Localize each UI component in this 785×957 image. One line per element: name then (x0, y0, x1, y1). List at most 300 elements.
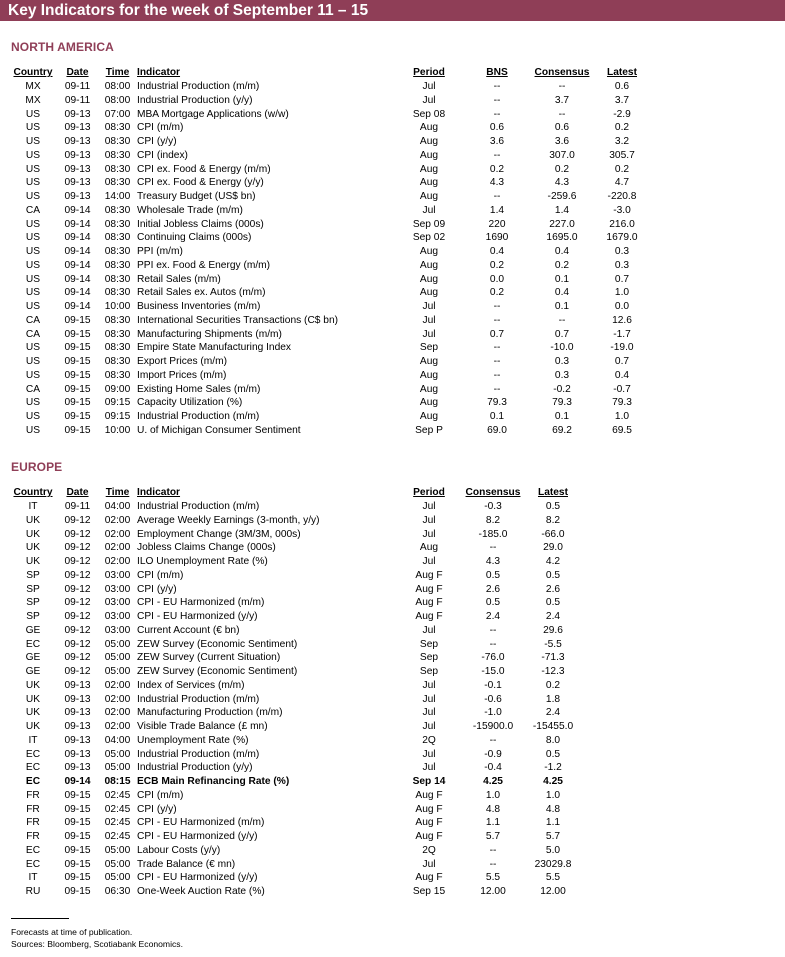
cell-consensus: -- (558, 108, 566, 120)
cell-date: 09-13 (64, 163, 91, 175)
cell-latest: 1.0 (545, 789, 561, 801)
cell-indicator: Industrial Production (m/m) (137, 411, 260, 422)
cell-indicator: ZEW Survey (Current Situation) (137, 652, 281, 664)
europe-table (9, 486, 584, 899)
cell-period: Jul (422, 94, 436, 106)
cell-time: 02:00 (104, 556, 131, 567)
column-header-country: Country (13, 67, 53, 78)
cell-latest: 4.25 (543, 776, 563, 787)
cell-indicator: Industrial Production (m/m) (137, 81, 260, 92)
cell-consensus: 0.1 (554, 273, 570, 285)
cell-date: 09-12 (64, 528, 91, 540)
cell-indicator: PPI (m/m) (137, 246, 183, 257)
table-row (9, 789, 584, 803)
table-row (9, 396, 650, 410)
cell-date: 09-15 (64, 831, 91, 842)
cell-consensus: 4.3 (554, 177, 570, 189)
cell-indicator: CPI - EU Harmonized (y/y) (137, 611, 258, 622)
north-america-table (9, 66, 650, 438)
cell-period: Sep P (415, 424, 443, 436)
cell-period: Sep 08 (412, 108, 446, 120)
cell-time: 05:00 (104, 748, 131, 760)
table-row (9, 624, 584, 638)
cell-date: 09-13 (64, 748, 91, 760)
cell-country: US (25, 232, 41, 244)
cell-country: MX (25, 94, 41, 106)
cell-latest: 0.0 (614, 301, 630, 312)
cell-indicator: Manufacturing Production (m/m) (137, 707, 283, 719)
cell-latest: 0.7 (614, 356, 630, 367)
cell-bns: -- (493, 108, 501, 120)
cell-latest: 0.5 (545, 501, 561, 512)
cell-date: 09-12 (64, 624, 91, 636)
table-row (9, 355, 650, 369)
table-row (9, 383, 650, 397)
cell-period: Jul (422, 707, 436, 719)
cell-consensus: -- (489, 858, 497, 870)
cell-indicator: Empire State Manufacturing Index (137, 342, 292, 354)
cell-period: Jul (422, 204, 436, 216)
cell-latest: 12.6 (612, 314, 632, 326)
cell-period: Aug F (415, 597, 443, 609)
table-header-row (9, 486, 584, 500)
cell-indicator: Average Weekly Earnings (3-month, y/y) (137, 514, 320, 526)
cell-period: Sep (419, 666, 439, 677)
cell-latest: 0.4 (614, 369, 630, 381)
cell-indicator: CPI - EU Harmonized (m/m) (137, 597, 265, 609)
cell-consensus: 0.1 (554, 301, 570, 312)
cell-time: 14:00 (104, 191, 131, 202)
cell-country: US (25, 108, 41, 120)
cell-country: US (25, 218, 41, 230)
cell-time: 03:00 (104, 569, 131, 581)
cell-latest: 0.2 (545, 679, 561, 691)
cell-consensus: 2.6 (485, 583, 501, 595)
table-row (9, 204, 650, 218)
cell-country: IT (28, 501, 38, 512)
table-row (9, 328, 650, 342)
cell-time: 08:30 (104, 149, 131, 161)
cell-period: Aug F (415, 569, 443, 581)
column-header-country: Country (13, 487, 53, 498)
cell-consensus: -10.0 (550, 342, 574, 354)
cell-period: Aug F (415, 872, 443, 884)
cell-date: 09-15 (64, 817, 91, 829)
column-header-time: Time (105, 67, 130, 78)
cell-latest: 4.7 (614, 177, 630, 189)
cell-indicator: Jobless Claims Change (000s) (137, 542, 276, 554)
cell-period: Sep 02 (412, 232, 446, 244)
cell-country: US (25, 342, 41, 354)
cell-latest: 4.2 (545, 556, 561, 567)
cell-latest: 1.8 (545, 693, 561, 705)
table-row (9, 748, 584, 762)
cell-latest: -1.2 (544, 762, 562, 774)
cell-time: 02:00 (104, 528, 131, 540)
cell-latest: -220.8 (607, 191, 637, 202)
cell-country: US (25, 356, 41, 367)
cell-period: Jul (422, 679, 436, 691)
cell-bns: -- (493, 149, 501, 161)
cell-bns: -- (493, 342, 501, 354)
cell-period: Sep 14 (412, 776, 446, 787)
table-row (9, 638, 584, 652)
table-row (9, 176, 650, 190)
cell-latest: 1.0 (614, 411, 630, 422)
cell-consensus: -0.6 (484, 693, 502, 705)
cell-indicator: CPI - EU Harmonized (m/m) (137, 817, 265, 829)
cell-bns: 69.0 (487, 424, 507, 436)
cell-time: 10:00 (104, 424, 131, 436)
cell-latest: 5.7 (545, 831, 561, 842)
cell-period: 2Q (422, 844, 436, 856)
table-row (9, 121, 650, 135)
cell-latest: 2.4 (545, 611, 561, 622)
cell-consensus: 0.6 (554, 122, 570, 134)
cell-time: 05:00 (104, 652, 131, 664)
cell-time: 02:45 (104, 803, 131, 815)
cell-latest: 3.2 (614, 136, 630, 147)
cell-indicator: Retail Sales (m/m) (137, 273, 221, 285)
cell-time: 02:00 (104, 542, 131, 554)
cell-period: Jul (422, 81, 436, 92)
cell-latest: 216.0 (609, 218, 635, 230)
cell-latest: 69.5 (612, 424, 632, 436)
cell-period: Aug (419, 191, 439, 202)
cell-period: Aug (419, 287, 439, 299)
table-row (9, 80, 650, 94)
cell-consensus: 12.00 (480, 886, 506, 897)
table-row (9, 610, 584, 624)
cell-date: 09-15 (64, 411, 91, 422)
cell-latest: -71.3 (541, 652, 565, 664)
cell-date: 09-14 (64, 776, 91, 787)
cell-bns: 1690 (485, 232, 509, 244)
cell-date: 09-15 (64, 314, 91, 326)
cell-date: 09-14 (64, 246, 91, 257)
cell-consensus: 4.25 (483, 776, 503, 787)
cell-bns: 0.1 (489, 411, 505, 422)
cell-country: CA (25, 328, 41, 340)
cell-date: 09-12 (64, 638, 91, 650)
cell-date: 09-13 (64, 191, 91, 202)
table-row (9, 734, 584, 748)
cell-consensus: 3.6 (554, 136, 570, 147)
cell-latest: 23029.8 (534, 858, 572, 870)
cell-period: Jul (422, 314, 436, 326)
cell-country: EC (25, 858, 41, 870)
cell-bns: -- (493, 94, 501, 106)
cell-time: 08:30 (104, 287, 131, 299)
cell-time: 03:00 (104, 624, 131, 636)
column-header-date: Date (66, 487, 89, 498)
cell-bns: 0.4 (489, 246, 505, 257)
cell-consensus: -0.1 (484, 679, 502, 691)
cell-consensus: -- (558, 81, 566, 92)
table-row (9, 259, 650, 273)
cell-period: Jul (422, 858, 436, 870)
table-header-row (9, 66, 650, 80)
cell-period: Jul (422, 328, 436, 340)
cell-indicator: ZEW Survey (Economic Sentiment) (137, 666, 298, 677)
cell-indicator: PPI ex. Food & Energy (m/m) (137, 259, 271, 271)
cell-period: Sep (419, 342, 439, 354)
cell-time: 02:45 (104, 831, 131, 842)
cell-latest: 0.5 (545, 597, 561, 609)
table-row (9, 231, 650, 245)
cell-time: 08:30 (104, 163, 131, 175)
cell-date: 09-12 (64, 514, 91, 526)
cell-time: 08:30 (104, 273, 131, 285)
cell-latest: 2.6 (545, 583, 561, 595)
cell-consensus: 5.7 (485, 831, 501, 842)
cell-date: 09-14 (64, 232, 91, 244)
cell-consensus: 0.4 (554, 287, 570, 299)
cell-indicator: Retail Sales ex. Autos (m/m) (137, 287, 266, 299)
cell-date: 09-12 (64, 652, 91, 664)
column-header-indicator: Indicator (137, 67, 181, 78)
cell-time: 08:30 (104, 369, 131, 381)
table-row (9, 149, 650, 163)
cell-indicator: Initial Jobless Claims (000s) (137, 218, 264, 230)
cell-consensus: -- (489, 734, 497, 746)
cell-latest: 12.00 (540, 886, 566, 897)
cell-date: 09-15 (64, 424, 91, 436)
cell-time: 02:00 (104, 679, 131, 691)
table-row (9, 190, 650, 204)
cell-latest: -19.0 (610, 342, 634, 354)
cell-date: 09-12 (64, 611, 91, 622)
cell-time: 02:45 (104, 817, 131, 829)
cell-date: 09-12 (64, 666, 91, 677)
cell-period: Jul (422, 748, 436, 760)
cell-period: Aug F (415, 583, 443, 595)
cell-date: 09-13 (64, 762, 91, 774)
cell-indicator: CPI (m/m) (137, 569, 184, 581)
cell-date: 09-13 (64, 679, 91, 691)
europe-heading: EUROPE (11, 460, 63, 474)
table-row (9, 528, 584, 542)
cell-period: Aug F (415, 817, 443, 829)
cell-time: 08:15 (104, 776, 131, 787)
cell-indicator: ECB Main Refinancing Rate (%) (137, 776, 290, 787)
cell-latest: 1.0 (614, 287, 630, 299)
cell-indicator: CPI - EU Harmonized (y/y) (137, 831, 258, 842)
cell-period: Jul (422, 301, 436, 312)
table-row (9, 108, 650, 122)
cell-date: 09-12 (64, 597, 91, 609)
cell-indicator: Employment Change (3M/3M, 000s) (137, 528, 301, 540)
cell-indicator: Existing Home Sales (m/m) (137, 383, 261, 395)
cell-date: 09-12 (64, 569, 91, 581)
cell-period: Jul (422, 762, 436, 774)
cell-indicator: Industrial Production (y/y) (137, 762, 253, 774)
cell-bns: -- (493, 81, 501, 92)
cell-latest: -15455.0 (532, 721, 574, 732)
cell-time: 08:30 (104, 122, 131, 134)
cell-country: FR (26, 789, 40, 801)
table-row (9, 651, 584, 665)
cell-indicator: CPI (m/m) (137, 122, 184, 134)
cell-date: 09-13 (64, 721, 91, 732)
cell-latest: -12.3 (541, 666, 565, 677)
cell-bns: -- (493, 301, 501, 312)
cell-indicator: Wholesale Trade (m/m) (137, 204, 243, 216)
cell-latest: 0.5 (545, 569, 561, 581)
cell-country: FR (26, 803, 40, 815)
cell-date: 09-15 (64, 789, 91, 801)
cell-date: 09-12 (64, 583, 91, 595)
column-header-time: Time (105, 487, 130, 498)
cell-time: 08:00 (104, 81, 131, 92)
cell-period: Jul (422, 501, 436, 512)
cell-date: 09-15 (64, 328, 91, 340)
cell-date: 09-15 (64, 858, 91, 870)
table-row (9, 218, 650, 232)
cell-country: CA (25, 204, 41, 216)
cell-latest: 0.7 (614, 273, 630, 285)
cell-date: 09-14 (64, 204, 91, 216)
column-header-indicator: Indicator (137, 487, 181, 498)
column-header-date: Date (66, 67, 89, 78)
cell-indicator: International Securities Transactions (C$ bn) (137, 314, 339, 326)
cell-consensus: 3.7 (554, 94, 570, 106)
cell-bns: 0.2 (489, 259, 505, 271)
cell-date: 09-15 (64, 356, 91, 367)
cell-latest: 0.2 (614, 163, 630, 175)
cell-indicator: U. of Michigan Consumer Sentiment (137, 424, 301, 436)
table-row (9, 369, 650, 383)
footer-divider (11, 918, 69, 919)
cell-consensus: 0.2 (554, 163, 570, 175)
cell-time: 02:00 (104, 707, 131, 719)
cell-date: 09-14 (64, 273, 91, 285)
cell-date: 09-14 (64, 218, 91, 230)
cell-latest: 4.8 (545, 803, 561, 815)
cell-indicator: Business Inventories (m/m) (137, 301, 261, 312)
cell-latest: 8.0 (545, 734, 561, 746)
cell-time: 09:00 (104, 383, 131, 395)
table-row (9, 761, 584, 775)
cell-consensus: 1695.0 (546, 232, 578, 244)
cell-consensus: -15.0 (481, 666, 505, 677)
cell-indicator: ZEW Survey (Economic Sentiment) (137, 638, 298, 650)
cell-country: RU (25, 886, 41, 897)
cell-indicator: Trade Balance (€ mn) (137, 858, 236, 870)
cell-latest: -2.9 (613, 108, 631, 120)
cell-time: 05:00 (104, 872, 131, 884)
cell-bns: -- (493, 314, 501, 326)
column-header-latest: Latest (606, 67, 637, 78)
cell-time: 05:00 (104, 762, 131, 774)
cell-period: Sep 09 (412, 218, 446, 230)
table-row (9, 314, 650, 328)
cell-country: EC (25, 776, 41, 787)
cell-consensus: 4.3 (485, 556, 501, 567)
cell-indicator: MBA Mortgage Applications (w/w) (137, 108, 289, 120)
cell-bns: 0.6 (489, 122, 505, 134)
cell-period: Aug (419, 356, 439, 367)
cell-consensus: -76.0 (481, 652, 505, 664)
cell-country: US (25, 287, 41, 299)
cell-country: EC (25, 844, 41, 856)
cell-period: Aug (419, 122, 439, 134)
cell-country: UK (25, 542, 41, 554)
cell-indicator: Capacity Utilization (%) (137, 397, 243, 409)
cell-country: US (25, 246, 41, 257)
cell-indicator: Index of Services (m/m) (137, 679, 245, 691)
cell-consensus: 79.3 (552, 397, 572, 409)
cell-country: UK (25, 693, 41, 705)
cell-period: Aug F (415, 803, 443, 815)
cell-consensus: -185.0 (478, 528, 508, 540)
table-row (9, 720, 584, 734)
cell-consensus: 0.1 (554, 411, 570, 422)
cell-consensus: -0.2 (553, 383, 571, 395)
table-row (9, 844, 584, 858)
cell-time: 08:30 (104, 314, 131, 326)
cell-indicator: CPI (y/y) (137, 136, 177, 147)
cell-latest: 8.2 (545, 514, 561, 526)
page-title: Key Indicators for the week of September 11 – 15 (8, 2, 369, 19)
north-america-heading: NORTH AMERICA (11, 40, 114, 54)
cell-period: Aug (419, 397, 439, 409)
cell-consensus: 5.5 (485, 872, 501, 884)
cell-indicator: Industrial Production (m/m) (137, 693, 260, 705)
cell-period: Jul (422, 624, 436, 636)
table-row (9, 541, 584, 555)
cell-country: IT (28, 734, 38, 746)
cell-indicator: Treasury Budget (US$ bn) (137, 191, 256, 202)
table-row (9, 286, 650, 300)
cell-bns: -- (493, 369, 501, 381)
cell-consensus: 69.2 (552, 424, 572, 436)
cell-country: US (25, 273, 41, 285)
cell-time: 09:15 (104, 397, 131, 409)
cell-period: Aug (419, 383, 439, 395)
cell-date: 09-13 (64, 122, 91, 134)
cell-country: EC (25, 762, 41, 774)
cell-period: Jul (422, 693, 436, 705)
table-row (9, 858, 584, 872)
table-row (9, 871, 584, 885)
cell-period: Aug (419, 177, 439, 189)
cell-country: EC (25, 638, 41, 650)
cell-period: Aug F (415, 831, 443, 842)
cell-consensus: 307.0 (549, 149, 575, 161)
cell-date: 09-11 (64, 81, 91, 92)
cell-bns: 0.7 (489, 328, 505, 340)
title-banner (0, 0, 785, 21)
table-row (9, 885, 584, 899)
cell-country: US (25, 301, 41, 312)
cell-country: US (25, 397, 41, 409)
cell-bns: 4.3 (489, 177, 505, 189)
cell-date: 09-15 (64, 342, 91, 354)
table-row (9, 555, 584, 569)
cell-indicator: ILO Unemployment Rate (%) (137, 556, 268, 567)
cell-country: US (25, 411, 41, 422)
cell-date: 09-15 (64, 397, 91, 409)
cell-time: 04:00 (104, 501, 131, 512)
cell-indicator: CPI (index) (137, 149, 188, 161)
table-row (9, 569, 584, 583)
cell-indicator: Manufacturing Shipments (m/m) (137, 328, 282, 340)
cell-latest: -66.0 (541, 528, 565, 540)
cell-country: US (25, 424, 41, 436)
cell-country: FR (26, 817, 40, 829)
cell-date: 09-11 (64, 94, 91, 106)
